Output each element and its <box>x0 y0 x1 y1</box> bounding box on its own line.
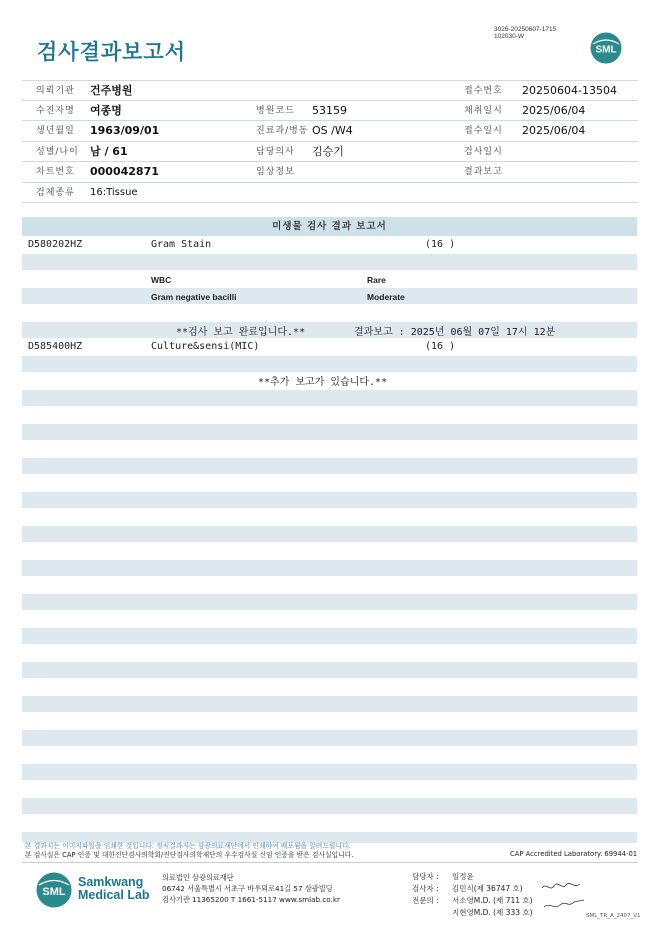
info-label: 담당의사 <box>256 146 295 157</box>
brand-name <box>78 876 150 902</box>
row-band <box>22 798 637 814</box>
info-value: 2025/06/04 <box>522 103 586 117</box>
result-item-value: Moderate <box>367 292 405 302</box>
info-label: 생년월일 <box>36 126 75 136</box>
result-item-name: Gram negative bacilli <box>151 292 237 302</box>
cap-accreditation: CAP Accredited Laboratory. 69944-01 <box>510 850 638 858</box>
row-band <box>22 764 637 780</box>
info-row <box>22 121 638 142</box>
row-band <box>22 662 637 678</box>
info-label: 접수일시 <box>464 126 503 136</box>
row-band <box>22 288 637 304</box>
sml-logo-text: SML <box>595 44 617 56</box>
staff-row <box>412 907 533 919</box>
staff-value: 지현영M.D. (제 333 호) <box>452 908 533 917</box>
row-band <box>22 560 637 576</box>
info-value: 1963/09/01 <box>90 124 160 137</box>
info-label: 임상정보 <box>256 167 295 177</box>
page-title: 검사결과보고서 <box>37 40 187 64</box>
staff-label: 검사자 : <box>412 884 439 893</box>
patient-info-table <box>22 80 638 203</box>
info-row <box>22 142 638 163</box>
result-item-value: Rare <box>367 275 386 285</box>
info-value: 20250604-13504 <box>522 84 617 97</box>
row-band <box>22 628 637 644</box>
footer-divider <box>22 862 638 863</box>
row-band <box>22 424 637 440</box>
info-row <box>22 183 638 204</box>
document-code <box>494 26 556 40</box>
complete-note: **검사 보고 완료입니다.** <box>176 327 306 338</box>
row-band <box>22 594 637 610</box>
info-value: 남 / 61 <box>90 144 128 158</box>
info-label: 채취일시 <box>464 105 503 116</box>
additional-note: **추가 보고가 있습니다.** <box>258 377 388 388</box>
row-band <box>22 492 637 508</box>
sml-logo-icon <box>590 32 622 64</box>
test-name: Gram Stain <box>151 239 212 250</box>
staff-list <box>412 871 533 919</box>
info-value: 53159 <box>312 103 347 117</box>
sml-logo-text: SML <box>42 886 66 898</box>
info-label: 수진자명 <box>36 105 75 116</box>
brand-line1: Samkwang <box>78 875 144 889</box>
staff-row <box>412 883 533 895</box>
info-label: 차트번호 <box>36 167 75 177</box>
results-section <box>22 217 637 843</box>
info-label: 성별/나이 <box>36 146 79 157</box>
info-value: 여종명 <box>90 103 122 117</box>
form-code: SML_TR_A_2407_V1 <box>586 913 641 919</box>
row-band <box>22 254 637 270</box>
org-contact: 검사기관 11365200 T 1661-5117 www.smlab.co.kr <box>162 895 340 904</box>
staff-label: 담당자 : <box>412 872 439 881</box>
info-label: 병원코드 <box>256 105 295 116</box>
row-band <box>22 356 637 372</box>
staff-row <box>412 895 533 907</box>
info-row <box>22 80 638 101</box>
row-band <box>22 526 637 542</box>
org-address: 06742 서울특별시 서초구 바우뫼로41길 57 삼광빌딩 <box>162 884 333 893</box>
report-time: 결과보고 : 2025년 06월 07일 17시 12분 <box>354 327 556 338</box>
test-name: Culture&sensi(MIC) <box>151 341 260 352</box>
info-value: 000042871 <box>90 165 159 178</box>
info-label: 의뢰기관 <box>36 86 75 96</box>
staff-value: 김민식(제 36747 호) <box>452 884 523 893</box>
staff-label: 전문의 : <box>412 896 439 905</box>
info-row <box>22 101 638 122</box>
info-value: 16:Tissue <box>90 186 138 198</box>
staff-row <box>412 871 533 883</box>
row-band <box>22 458 637 474</box>
info-label: 검사일시 <box>464 146 503 157</box>
results-header: 미생물 검사 결과 보고서 <box>22 217 637 236</box>
info-value: OS /W4 <box>312 124 353 137</box>
row-band <box>22 696 637 712</box>
info-label: 진료과/병동 <box>256 126 309 136</box>
document-code-line2: 102030-W <box>494 33 524 40</box>
info-value: 건주병원 <box>90 84 133 97</box>
test-code: D580202HZ <box>28 239 83 250</box>
info-value: 김승기 <box>312 144 344 158</box>
result-item-name: WBC <box>151 275 172 285</box>
document-code-line1: 3026-20250607-1715 <box>494 26 557 33</box>
test-code: D585400HZ <box>28 341 83 352</box>
accreditation-notice: 본 검사실은 CAP 인증 및 대한진단검사의학회/진단검사의학재단의 우수검사실 신임 인증을 받은 검사실입니다. <box>25 851 354 859</box>
info-value: 2025/06/04 <box>522 124 586 137</box>
staff-value: 서소영M.D. (제 711 호) <box>452 896 533 905</box>
info-label: 검체종류 <box>36 187 75 198</box>
signature-icon <box>540 880 588 914</box>
test-specimen: (16 ) <box>425 239 456 250</box>
sml-logo-icon <box>36 872 72 908</box>
row-band <box>22 390 637 406</box>
info-label: 접수번호 <box>464 86 503 96</box>
row-band <box>22 730 637 746</box>
print-notice: 본 결과지는 이미지파일을 인쇄한 것입니다. 정식결과지는 삼광의료재단에서 인쇄하여 배포됨을 알려드립니다. <box>25 842 351 850</box>
test-specimen: (16 ) <box>425 341 456 352</box>
info-label: 결과보고 <box>464 167 503 177</box>
staff-value: 임정윤 <box>452 872 474 881</box>
info-row <box>22 162 638 183</box>
org-info <box>162 872 340 905</box>
brand-line2: Medical Lab <box>78 888 150 902</box>
org-name: 의료법인 삼광의료재단 <box>162 873 234 882</box>
